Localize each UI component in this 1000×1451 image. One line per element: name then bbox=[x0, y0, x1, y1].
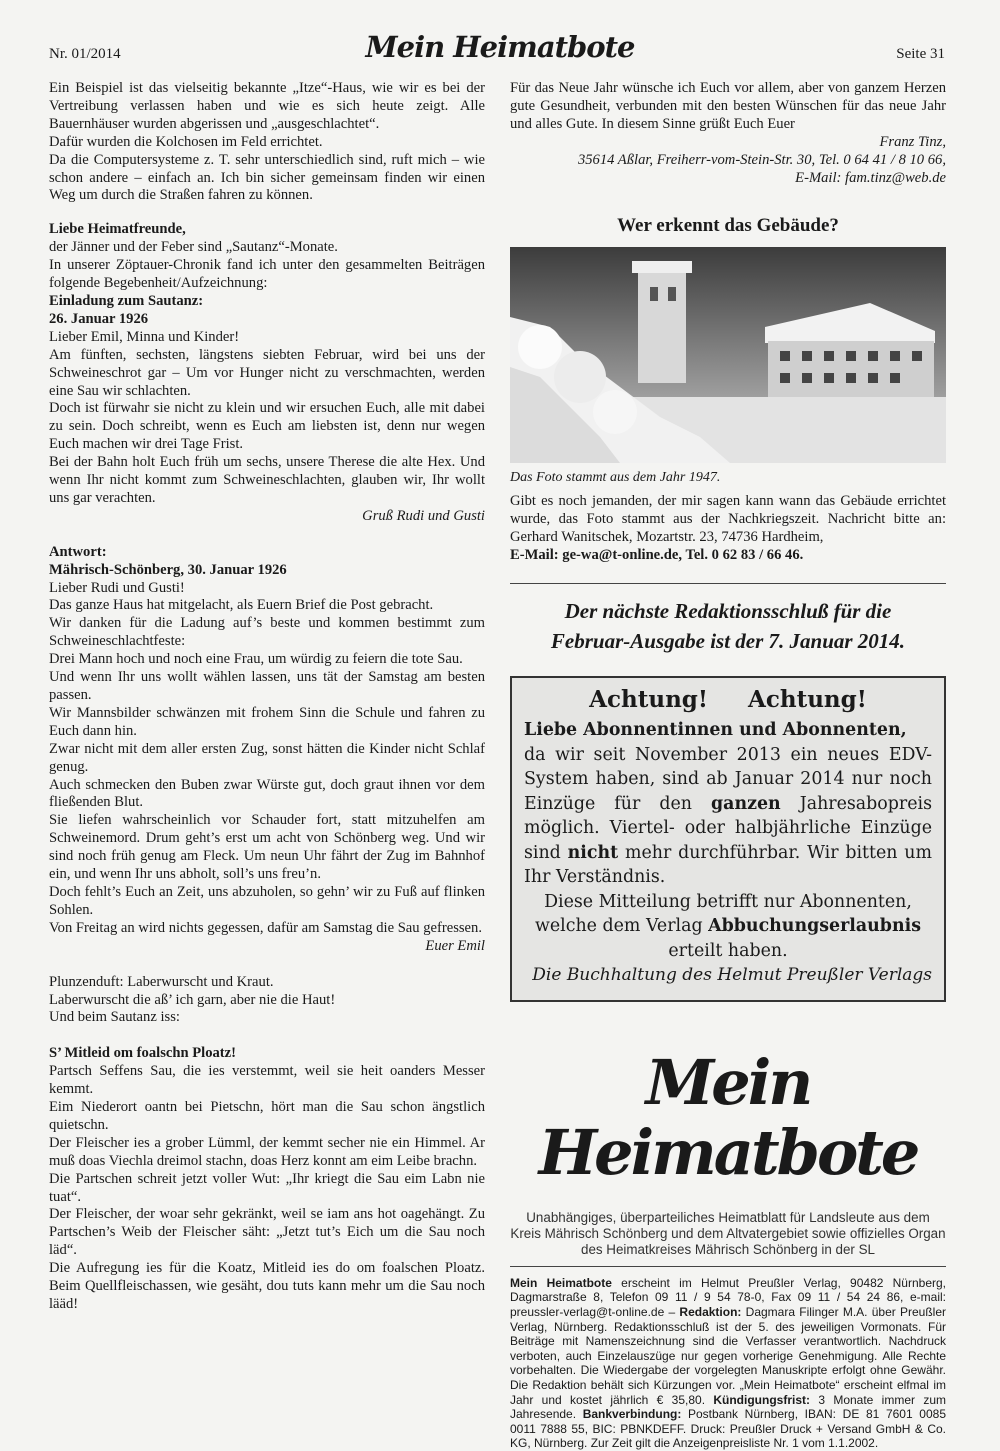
invite-line: Bei der Bahn holt Euch früh um sechs, unsere Therese die alte Hex. Und wenn Ihr nicht kommt zum Schweineschlachten, glauben wir, Ihr wollt uns gar verachten. bbox=[49, 454, 485, 506]
intro-paragraph: Dafür wurden die Kolchosen im Feld errichtet. bbox=[49, 133, 323, 150]
page-header bbox=[0, 30, 1000, 80]
photo-text: Gibt es noch jemanden, der mir sagen kann wann das Gebäude errichtet wurde, das Foto stammt aus der Nachkriegszeit. Nachricht bitte an: Gerhard Wanitschek, Mozartstr. 23, 74736 Hardheim, bbox=[510, 493, 946, 546]
tinz-signature: Franz Tinz, bbox=[879, 133, 946, 150]
tinz-email: E-Mail: fam.tinz@web.de bbox=[795, 169, 946, 186]
imprint-bold: Redaktion: bbox=[679, 1305, 742, 1320]
answer-line: Drei Mann hoch und noch eine Frau, um würdig zu feiern die tote Sau. bbox=[49, 651, 463, 668]
masthead-logo: Mein Heimatbote bbox=[538, 1045, 918, 1189]
imprint-text: 3 Monate immer zum Jahresende. bbox=[510, 1392, 946, 1422]
answer-line: Das ganze Haus hat mitgelacht, als Euern Brief die Post gebracht. bbox=[49, 597, 434, 614]
deadline-notice bbox=[510, 596, 946, 656]
invite-line: Lieber Emil, Minna und Kinder! bbox=[49, 328, 240, 345]
answer-line: Lieber Rudi und Gusti! bbox=[49, 579, 185, 596]
imprint-bold: Bankverbindung: bbox=[582, 1407, 682, 1422]
mitleid-line: Der Fleischer, der woar sehr gekränkt, weil se iam ans hot oagehängt. Zu Partschen’s Weib der Fleischer säht: „Jetzt tut’s Eich um die Sau noch läd“. bbox=[49, 1206, 485, 1259]
mitleid-line: Der Fleischer ies a grober Lümml, der kemmt secher nie ein Himmel. Ar muß doas Viechla dreimol stachn, doas Herz konnt am eim Leibe brachn. bbox=[49, 1134, 485, 1169]
imprint-text: Postbank Nürnberg, IBAN: DE 81 7601 0085 0011 7888 55, BIC: PBNKDEFF. Druck: Preußler Druck + Versand GmbH & Co. KG, Nürnberg. Zur Zeit gilt die Anzeigenpreisliste Nr. 1 vom 1.1.2002. bbox=[510, 1407, 946, 1451]
invite-signature: Gruß Rudi und Gusti bbox=[362, 507, 485, 524]
imprint-text: erscheint im Helmut Preußler Verlag, 90482 Nürnberg, Dagmarstraße 8, Telefon 09 11 / 9 54 78-0, Fax 09 11 / 54 24 86, e-mail: preussler-verlag@t-online.de – bbox=[510, 1275, 947, 1320]
notice-emphasis: Abbuchungserlaubnis bbox=[708, 916, 921, 937]
building-photo bbox=[510, 247, 946, 463]
intro-paragraph: Ein Beispiel ist das vielseitig bekannte „Itze“-Haus, wie wir es bei der Vertreibung verlassen haben und wie es sich heute zeigt. Alle Bauernhäuser wurden abgerissen und „ausgeschlachtet“. bbox=[49, 80, 485, 132]
notice-emphasis: nicht bbox=[567, 842, 619, 863]
header-logo: Mein Heimatbote bbox=[365, 30, 635, 64]
intro-paragraph: Da die Computersysteme z. T. sehr unterschiedlich sind, ruft mich – wie schon andere – einfach an. Ich bin sicher gemeinsam finden wir einen Weg um durch die Straßen fahren zu können. bbox=[49, 151, 485, 204]
answer-line: Und wenn Ihr uns wollt wählen lassen, uns tät der Samstag am besten passen. bbox=[49, 669, 485, 703]
mitleid-line: Partsch Seffens Sau, die ies verstemmt, weil sie heit oanders Messer kemmt. bbox=[49, 1063, 485, 1098]
mitleid-line: Die Partschen schreit jetzt voller Wut: „Ihr kriegt die Sau eim Labn nie tuat“. bbox=[49, 1170, 485, 1205]
invite-line: Am fünften, sechsten, längstens siebten Februar, wird bei uns der Schweineschrot gar – Um vor Hunger nicht zu verschmachten, werden eine Sau wir schlachten. bbox=[49, 346, 485, 399]
notice-text-part: Diese Mitteilung betrifft nur Abonnenten, welche dem Verlag bbox=[535, 891, 912, 937]
answer-line: Zwar nicht mit dem aller ersten Zug, sonst hätten die Kinder nicht Schlaf genug. bbox=[49, 740, 485, 775]
mitleid-line: Eim Niederort oantn bei Pietschn, hört man die Sau schon ängstlich quietschn. bbox=[49, 1099, 485, 1133]
notice-title-b: Achtung! bbox=[748, 685, 867, 713]
photo-contact: E-Mail: ge-wa@t-online.de, Tel. 0 62 83 / 66 46. bbox=[510, 546, 804, 563]
photo-caption: Das Foto stammt aus dem Jahr 1947. bbox=[510, 470, 721, 486]
page-number: Seite 31 bbox=[896, 46, 945, 62]
notice-text-part: mehr durchführbar. Wir bitten um Ihr Verständnis. bbox=[524, 842, 932, 888]
notice-title-a: Achtung! bbox=[589, 685, 708, 713]
plunzen-line: Laberwurscht die aß’ ich garn, aber nie die Haut! bbox=[49, 991, 336, 1008]
answer-line: Auch schmecken den Buben zwar Würste gut, doch graut ihnen vor dem fließenden Blut. bbox=[49, 776, 485, 811]
photo-title: Wer erkennt das Gebäude? bbox=[617, 215, 839, 237]
notice-box bbox=[510, 676, 946, 1002]
invite-date: 26. Januar 1926 bbox=[49, 310, 149, 327]
answer-line: Wir Mannsbilder schwänzen mit frohem Sinn die Schule und fahren zu Euch dann hin. bbox=[49, 704, 485, 739]
plunzen-line: Plunzenduft: Laberwurscht und Kraut. bbox=[49, 973, 274, 990]
answer-line: Wir danken für die Ladung auf’s beste und kommen bestimmt zum Schweineschlachtfeste: bbox=[49, 615, 485, 650]
notice-title bbox=[524, 685, 932, 713]
invite-line: Doch ist fürwahr sie nicht zu klein und wir ersuchen Euch, alle mit dabei zu sein. Doch schreibt, wenn es Euch am liebsten ist, denn nur wegen Euch machen wir drei Tage Frist. bbox=[49, 400, 485, 453]
building-photo-image bbox=[510, 247, 946, 463]
notice-salutation: Liebe Abonnentinnen und Abonnenten, bbox=[524, 720, 907, 741]
answer-line: Sie liefen wahrscheinlich vor Schauder fort, statt mitzuhelfen am Schweinemord. Drum geht’s erst um acht von Schönberg weg. Und wir sind noch früh genug am Fleck. Um neun Uhr fährt der Zug im Bahnhof ein, und wenn Ihr uns abholt, soll’s uns freu’n. bbox=[49, 812, 485, 883]
issue-number: Nr. 01/2014 bbox=[49, 46, 121, 62]
notice-text bbox=[524, 890, 932, 964]
notice-text-part: da wir seit November 2013 ein neues EDV-System haben, sind ab Januar 2014 nur noch Einzüge für den bbox=[524, 744, 932, 814]
greeting-line: der Jänner und der Feber sind „Sautanz“-Monate. bbox=[49, 239, 338, 256]
mitleid-heading: S’ Mitleid om foalschn Ploatz! bbox=[49, 1045, 236, 1062]
divider bbox=[510, 583, 946, 584]
newyear-paragraph: Für das Neue Jahr wünsche ich Euch vor allem, aber von ganzem Herzen gute Gesundheit, verbunden mit den besten Wünschen für das neue Jahr und alles Gute. In diesem Sinne grüßt Euch Euer bbox=[510, 80, 946, 132]
deadline-line: Der nächste Redaktionsschluß für die bbox=[564, 598, 892, 623]
invite-heading: Einladung zum Sautanz: bbox=[49, 292, 204, 309]
answer-signature: Euer Emil bbox=[425, 937, 485, 954]
deadline-line: Februar-Ausgabe ist der 7. Januar 2014. bbox=[550, 628, 906, 653]
masthead-subtitle: Unabhängiges, überparteiliches Heimatblatt für Landsleute aus dem Kreis Mährisch Schönberg und dem Altvatergebiet sowie offizielles Organ des Heimatkreises Mährisch Schönberg in der SL bbox=[510, 1209, 946, 1257]
imprint-bold: Kündigungsfrist: bbox=[713, 1392, 811, 1407]
answer-line: Doch fehlt’s Euch an Zeit, uns abzuholen, so gehn’ wir zu Fuß auf flinken Sohlen. bbox=[49, 883, 485, 918]
answer-heading: Antwort: bbox=[49, 543, 107, 560]
imprint bbox=[510, 1266, 946, 1451]
answer-date: Mährisch-Schönberg, 30. Januar 1926 bbox=[49, 561, 287, 578]
notice-text bbox=[524, 743, 932, 890]
mitleid-line: Die Aufregung ies für die Koatz, Mitleid ies do om foalschen Ploatz. Beim Quellfleischassen, wie gesäht, dou tuts kann mehr um die Sau noch lääd! bbox=[49, 1260, 485, 1312]
greeting-line: In unserer Zöptauer-Chronik fand ich unter den gesammelten Beiträgen folgende Begebenheit/Aufzeichnung: bbox=[49, 257, 485, 292]
greeting-heading: Liebe Heimatfreunde, bbox=[49, 221, 186, 238]
plunzen-line: Und beim Sautanz iss: bbox=[49, 1009, 180, 1026]
notice-signature: Die Buchhaltung des Helmut Preußler Verlags bbox=[532, 965, 932, 986]
tinz-address: 35614 Aßlar, Freiherr-vom-Stein-Str. 30, Tel. 0 64 41 / 8 10 66, bbox=[577, 151, 946, 168]
answer-line: Von Freitag an wird nichts gegessen, dafür am Samstag die Sau gefressen. bbox=[49, 919, 482, 936]
notice-text-part: Jahresabopreis möglich. Viertel- oder halbjährliche Einzüge sind bbox=[524, 793, 932, 863]
right-column bbox=[510, 80, 946, 1451]
notice-text-part: erteilt haben. bbox=[668, 940, 788, 961]
left-column bbox=[49, 80, 485, 1314]
imprint-bold: Mein Heimatbote bbox=[510, 1275, 612, 1290]
imprint-text: Dagmara Filinger M.A. über Preußler Verlag, Nürnberg. Redaktionsschluß ist der 5. des jeweiligen Vormonats. Für Beiträge mit Namenszeichnung sind die Verfasser verantwortlich. Nachdruck verboten, auch Einzelauszüge nur gegen vorherige Genehmigung. Alle Rechte vorbehalten. Die Wiedergabe der vorgelegten Manuskripte erfolgt ohne Gewähr. Die Redaktion behält sich Kürzungen vor. „Mein Heimatbote“ erscheint elfmal im Jahr und kostet jährlich € 35,80. bbox=[510, 1305, 946, 1407]
notice-emphasis: ganzen bbox=[711, 793, 781, 814]
